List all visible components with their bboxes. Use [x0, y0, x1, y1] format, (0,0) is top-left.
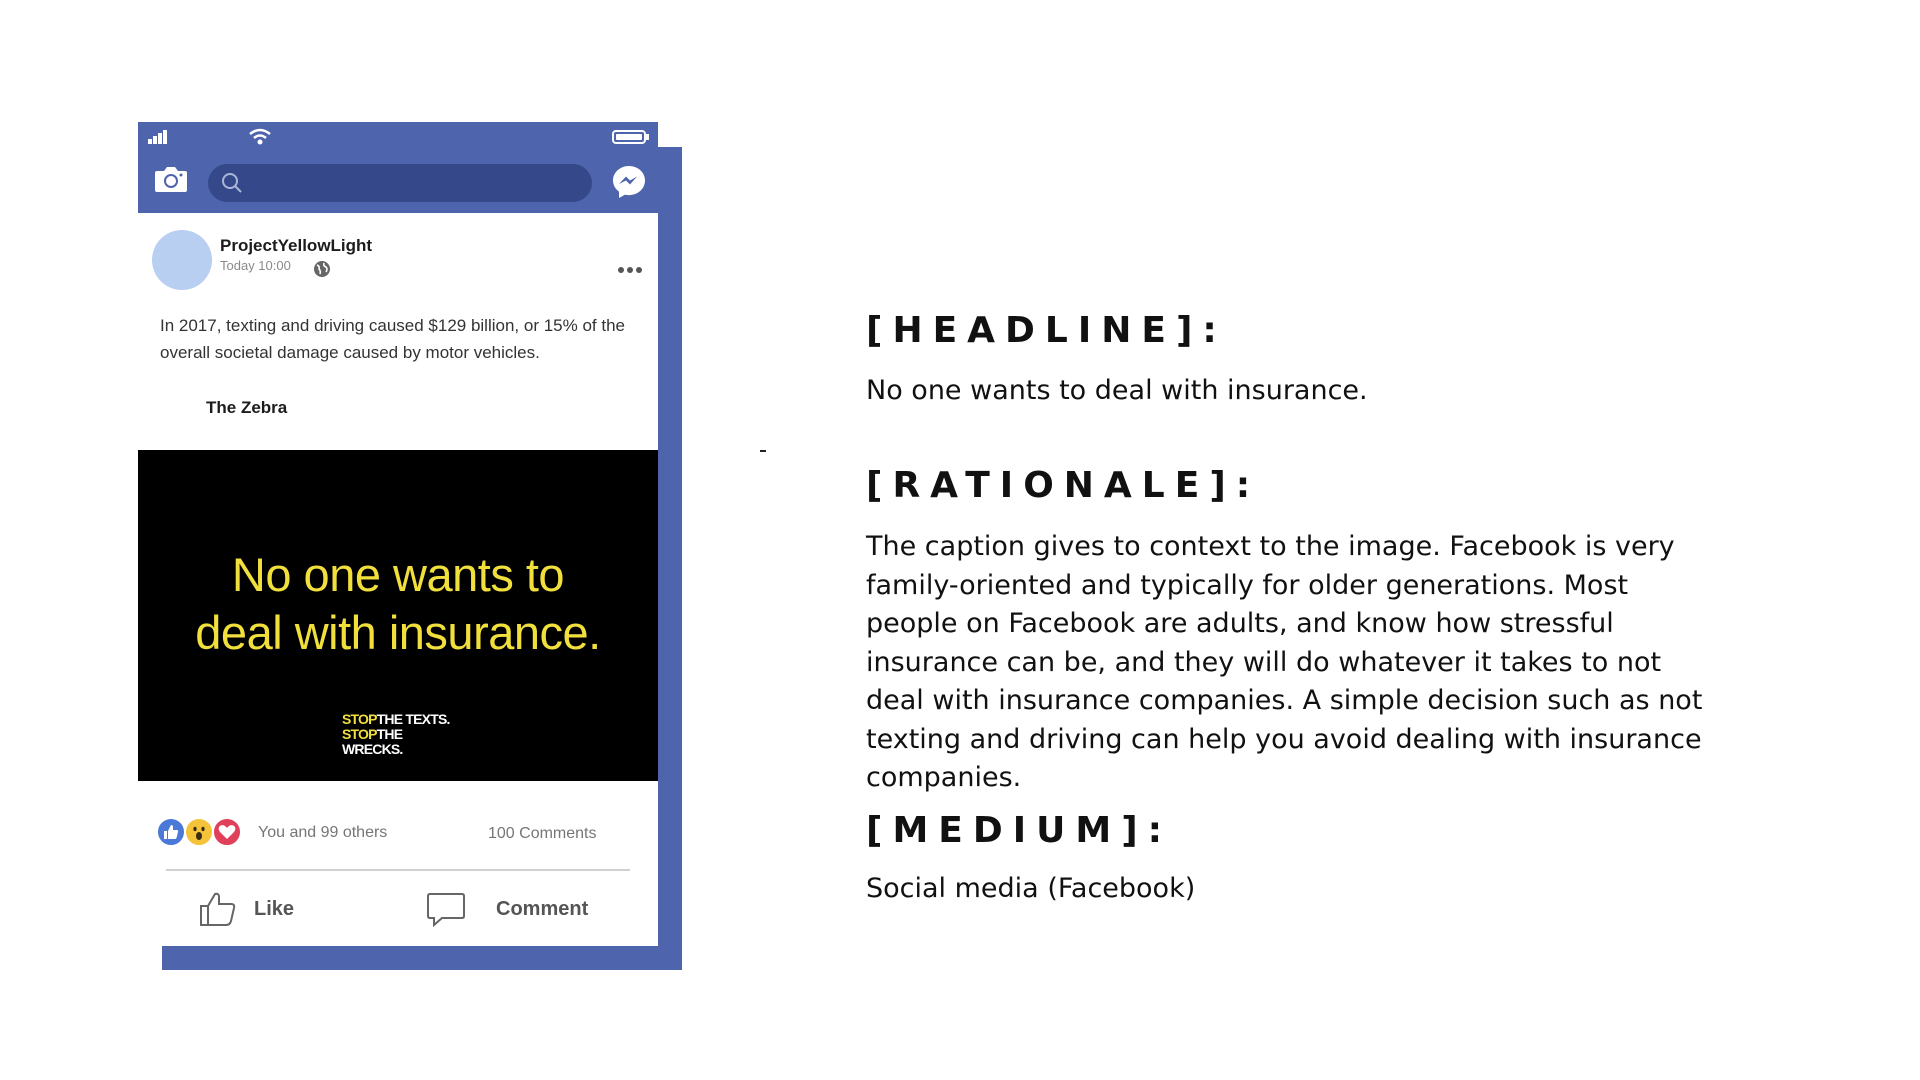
reaction-summary[interactable]: You and 99 others	[258, 824, 388, 841]
comment-button[interactable]	[426, 884, 616, 934]
facebook-phone-mockup	[138, 122, 658, 946]
decorative-dash	[760, 450, 766, 452]
like-button[interactable]	[198, 884, 338, 934]
medium-title: [MEDIUM]:	[866, 810, 1173, 851]
battery-icon	[612, 130, 650, 144]
search-input[interactable]	[250, 164, 584, 204]
messenger-icon[interactable]	[611, 164, 647, 200]
search-bar[interactable]	[208, 164, 592, 202]
thumbs-up-icon	[198, 890, 238, 928]
search-icon	[221, 172, 243, 194]
more-dots-icon[interactable]	[615, 262, 645, 278]
image-headline-line-2: deal with insurance.	[195, 606, 601, 659]
image-headline	[138, 546, 658, 662]
rationale-title: [RATIONALE]:	[866, 465, 1261, 506]
divider	[166, 869, 630, 871]
signal-bars-icon	[148, 130, 172, 144]
comment-count[interactable]: 100 Comments	[488, 825, 597, 842]
headline-title: [HEADLINE]:	[866, 310, 1227, 351]
post-timestamp: Today 10:00	[220, 258, 291, 273]
post-caption: In 2017, texting and driving caused $129 billion, or 15% of the overall societal damage caused by motor vehicles.	[160, 316, 625, 362]
wow-reaction-icon	[184, 817, 214, 847]
rationale-body: The caption gives to context to the image. Facebook is very family-oriented and typically for older generations. Most people on Facebook are adults, and know how stressful insurance can be, and they will do whatever it takes to not deal with insurance companies. A simple decision such as not texting and driving can help you avoid dealing with insurance companies.	[866, 531, 1703, 793]
love-reaction-icon	[212, 817, 242, 847]
avatar[interactable]	[152, 230, 212, 290]
image-headline-line-1: No one wants to	[231, 548, 565, 601]
medium-body: Social media (Facebook)	[866, 873, 1196, 904]
wifi-icon	[248, 128, 272, 146]
headline-body: No one wants to deal with insurance.	[866, 375, 1368, 406]
reaction-icons[interactable]	[156, 817, 246, 847]
like-reaction-icon	[156, 817, 186, 847]
post-author-name[interactable]: ProjectYellowLight	[220, 236, 373, 255]
facebook-header-bar	[138, 122, 658, 213]
camera-icon[interactable]	[153, 164, 189, 194]
post-image[interactable]	[138, 450, 658, 781]
slogan-rest-1: THE TEXTS.	[376, 711, 450, 727]
comment-button-label: Comment	[496, 898, 589, 920]
globe-icon	[313, 260, 331, 278]
slogan-stop-1: STOP	[342, 711, 377, 727]
campaign-slogan	[342, 712, 462, 757]
like-button-label: Like	[254, 898, 295, 920]
comment-bubble-icon	[426, 890, 466, 928]
slogan-stop-2: STOP	[342, 726, 377, 742]
link-source-name[interactable]: The Zebra	[206, 398, 288, 417]
slogan-rest-2: THE WRECKS.	[342, 726, 403, 757]
